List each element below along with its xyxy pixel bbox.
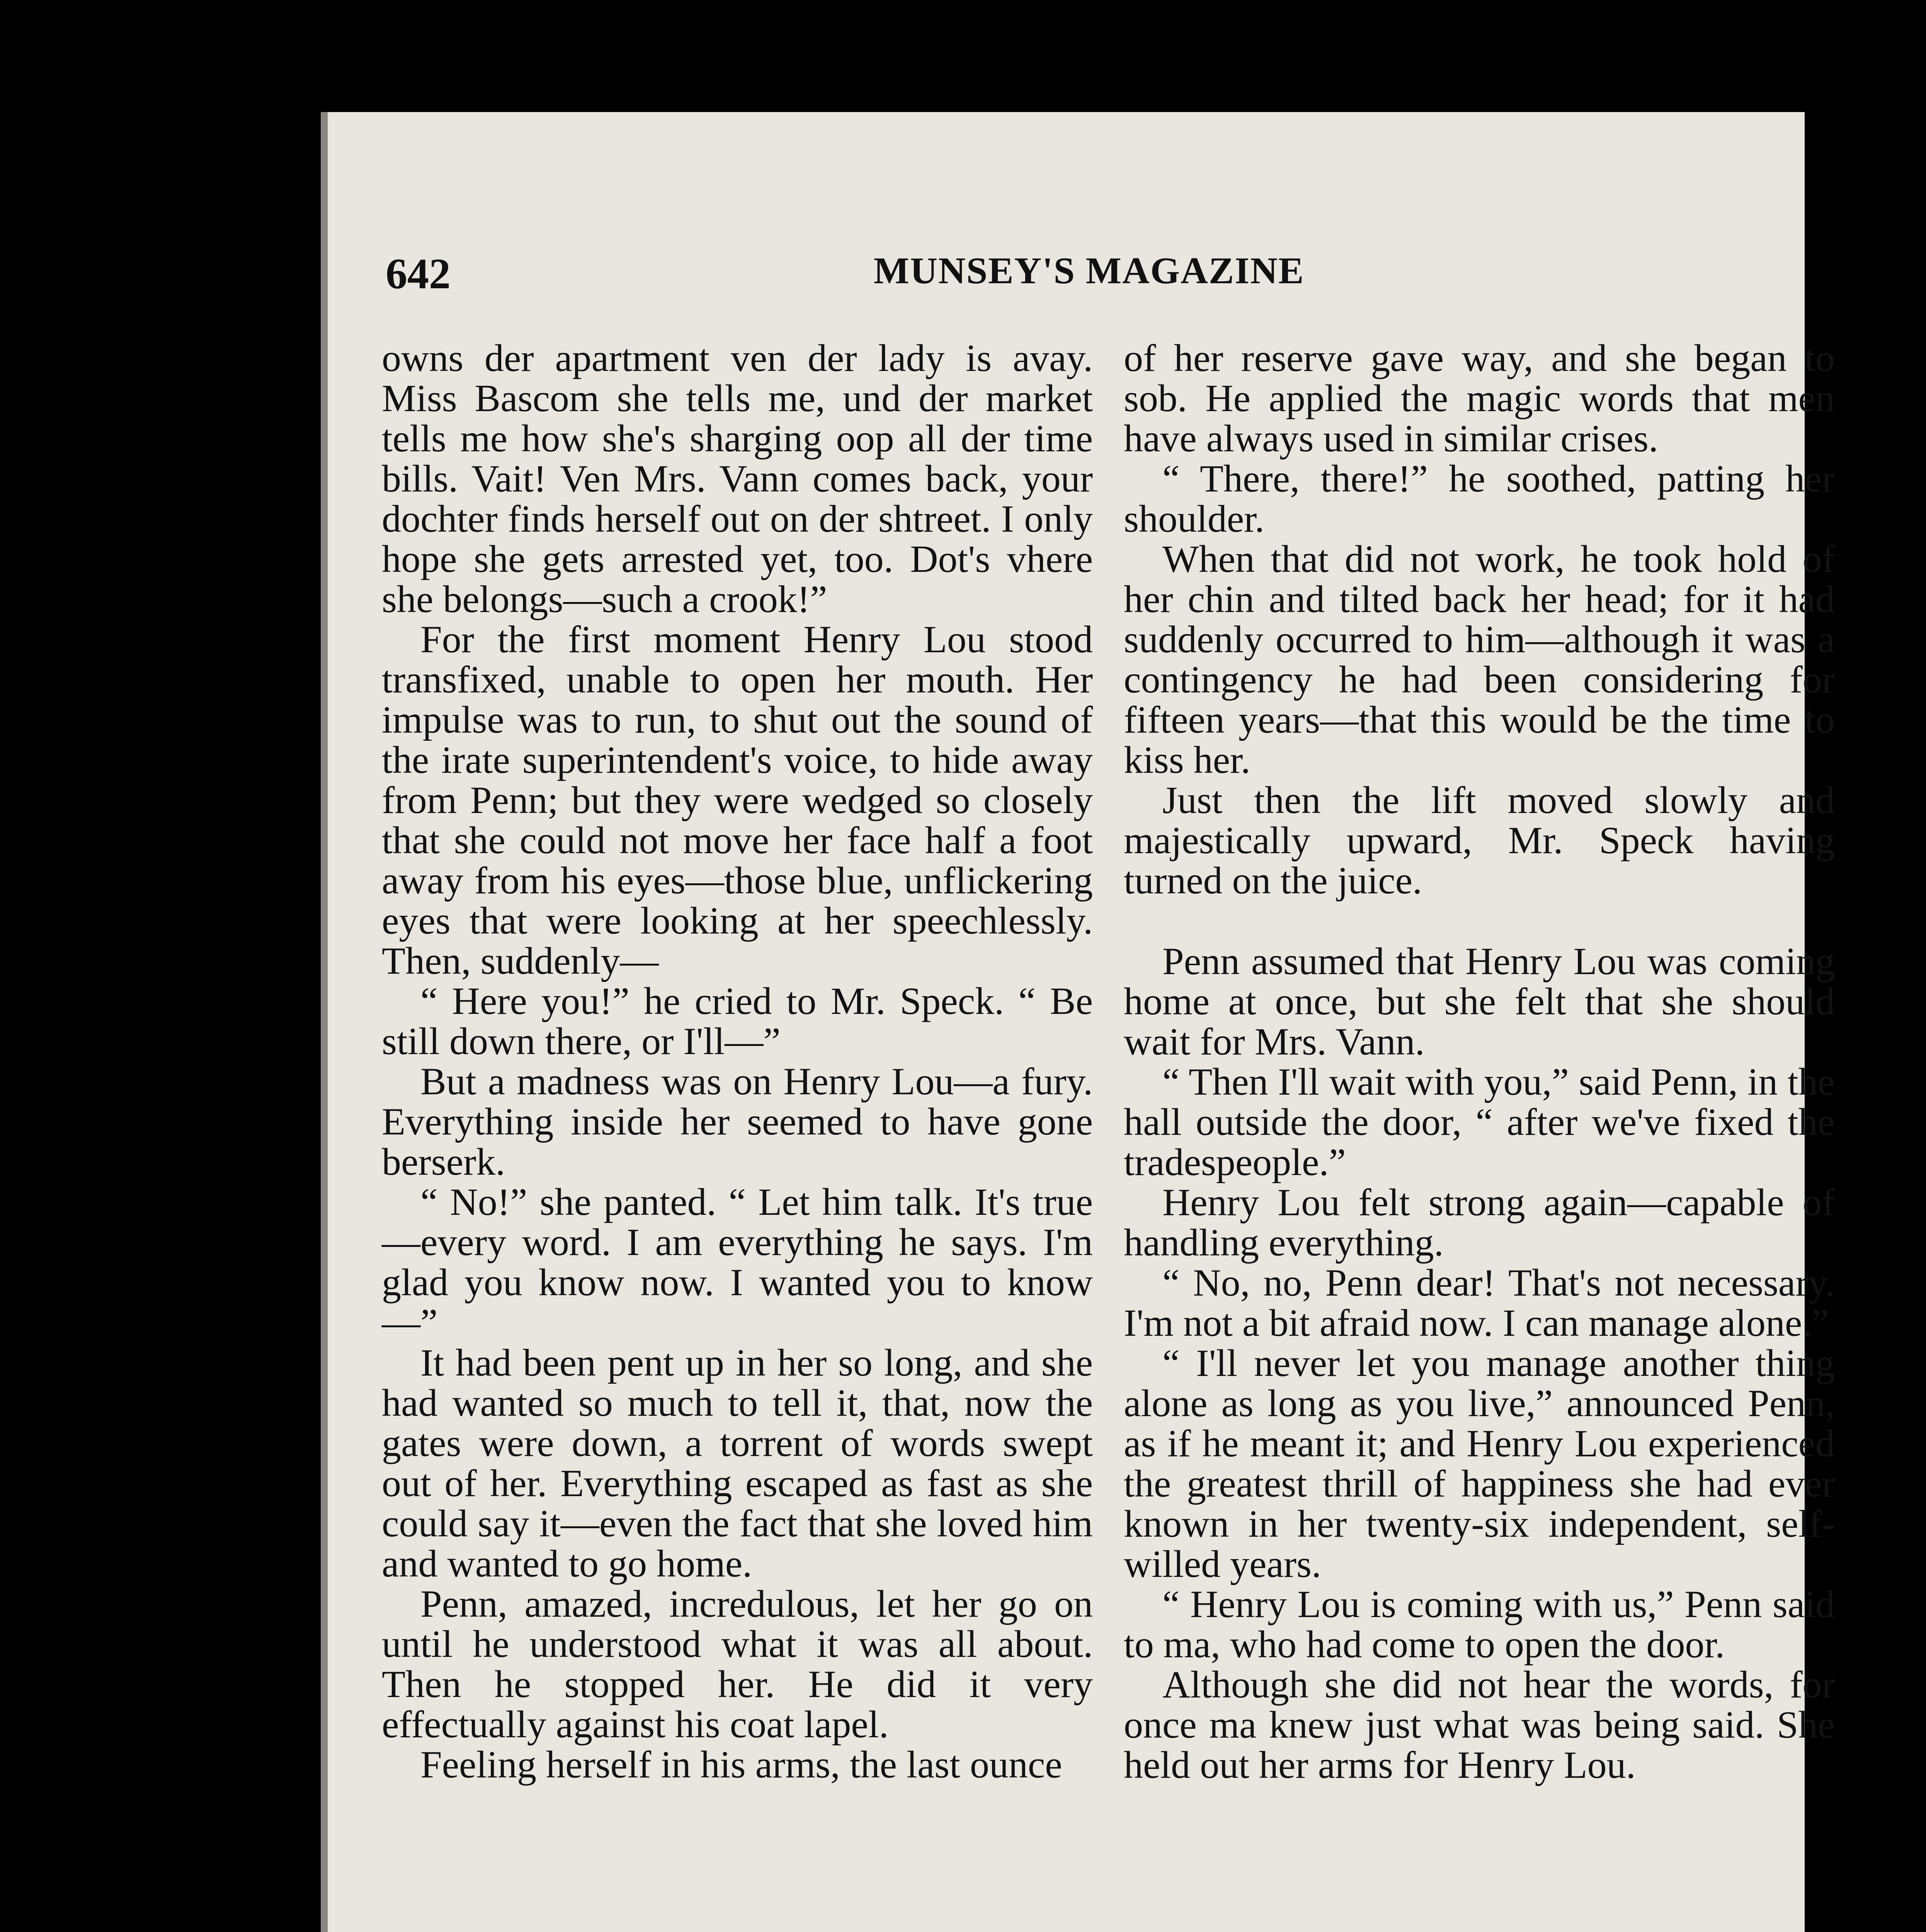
paragraph: “ No!” she panted. “ Let him talk. It's true—every word. I am everything he says. I'm glad you know now. I wanted you to know—” [382,1180,1093,1344]
paragraph: “ No, no, Penn dear! That's not necessary. I'm not a bit afraid now. I can manage alone.” [1124,1261,1835,1344]
paragraph: of her reserve gave way, and she began to sob. He applied the magic words that men have always used in similar crises. [1124,337,1835,460]
magazine-title: MUNSEY'S MAGAZINE [873,250,1305,292]
right-column [1124,338,1835,1785]
paragraph: “ Henry Lou is coming with us,” Penn said to ma, who had come to open the door. [1124,1583,1835,1666]
paragraph: “ Here you!” he cried to Mr. Speck. “ Be still down there, or I'll—” [382,980,1093,1063]
paragraph: “ I'll never let you manage another thing alone as long as you live,” announced Penn, as if he meant it; and Henry Lou experienced the greatest thrill of happiness she had ever known in her twenty-six independent, self-willed years. [1124,1342,1835,1585]
paragraph: For the first moment Henry Lou stood transfixed, unable to open her mouth. Her impulse was to run, to shut out the sound of the irate superintendent's voice, to hide away from Penn; but they were wedged so closely that she could not move her face half a foot away from his eyes—those blue, unflickering eyes that were looking at her speechlessly. Then, suddenly— [382,618,1093,982]
paragraph: Penn, amazed, incredulous, let her go on until he understood what it was all about. Then he stopped her. He did it very effectually against his coat lapel. [382,1582,1093,1746]
paragraph: Feeling herself in his arms, the last ounce [420,1743,1062,1786]
paragraph: “ Then I'll wait with you,” said Penn, in the hall outside the door, “ after we've fixed the tradespeople.” [1124,1060,1835,1184]
paragraph: Although she did not hear the words, for once ma knew just what was being said. She held out her arms for Henry Lou. [1124,1663,1835,1786]
paragraph: “ There, there!” he soothed, patting her shoulder. [1124,457,1835,540]
paragraph: Penn assumed that Henry Lou was coming home at once, but she felt that she should wait for Mrs. Vann. [1124,940,1835,1063]
running-head [386,249,1792,299]
paragraph: When that did not work, he took hold of her chin and tilted back her head; for it had suddenly occurred to him—although it was a contingency he had been considering for fifteen years—that this would be the time to kiss her. [1124,537,1835,781]
paragraph: But a madness was on Henry Lou—a fury. Everything inside her seemed to have gone berserk. [382,1060,1093,1183]
left-column [382,338,1093,1785]
magazine-page [321,112,1835,1932]
paragraph: owns der apartment ven der lady is avay. Miss Bascom she tells me, und der market tells me how she's sharging oop all der time bills. Vait! Ven Mrs. Vann comes back, your dochter finds herself out on der shtreet. I only hope she gets arrested yet, too. Dot's vhere she belongs—such a crook!” [382,337,1093,621]
page-number: 642 [386,250,451,298]
paragraph: Henry Lou felt strong again—capable of handling everything. [1124,1181,1835,1264]
paragraph: Just then the lift moved slowly and majestically upward, Mr. Speck having turned on the juice. [1124,779,1835,902]
paragraph: It had been pent up in her so long, and she had wanted so much to tell it, that, now the gates were down, a torrent of words swept out of her. Everything escaped as fast as she could say it—even the fact that she loved him and wanted to go home. [382,1341,1093,1585]
